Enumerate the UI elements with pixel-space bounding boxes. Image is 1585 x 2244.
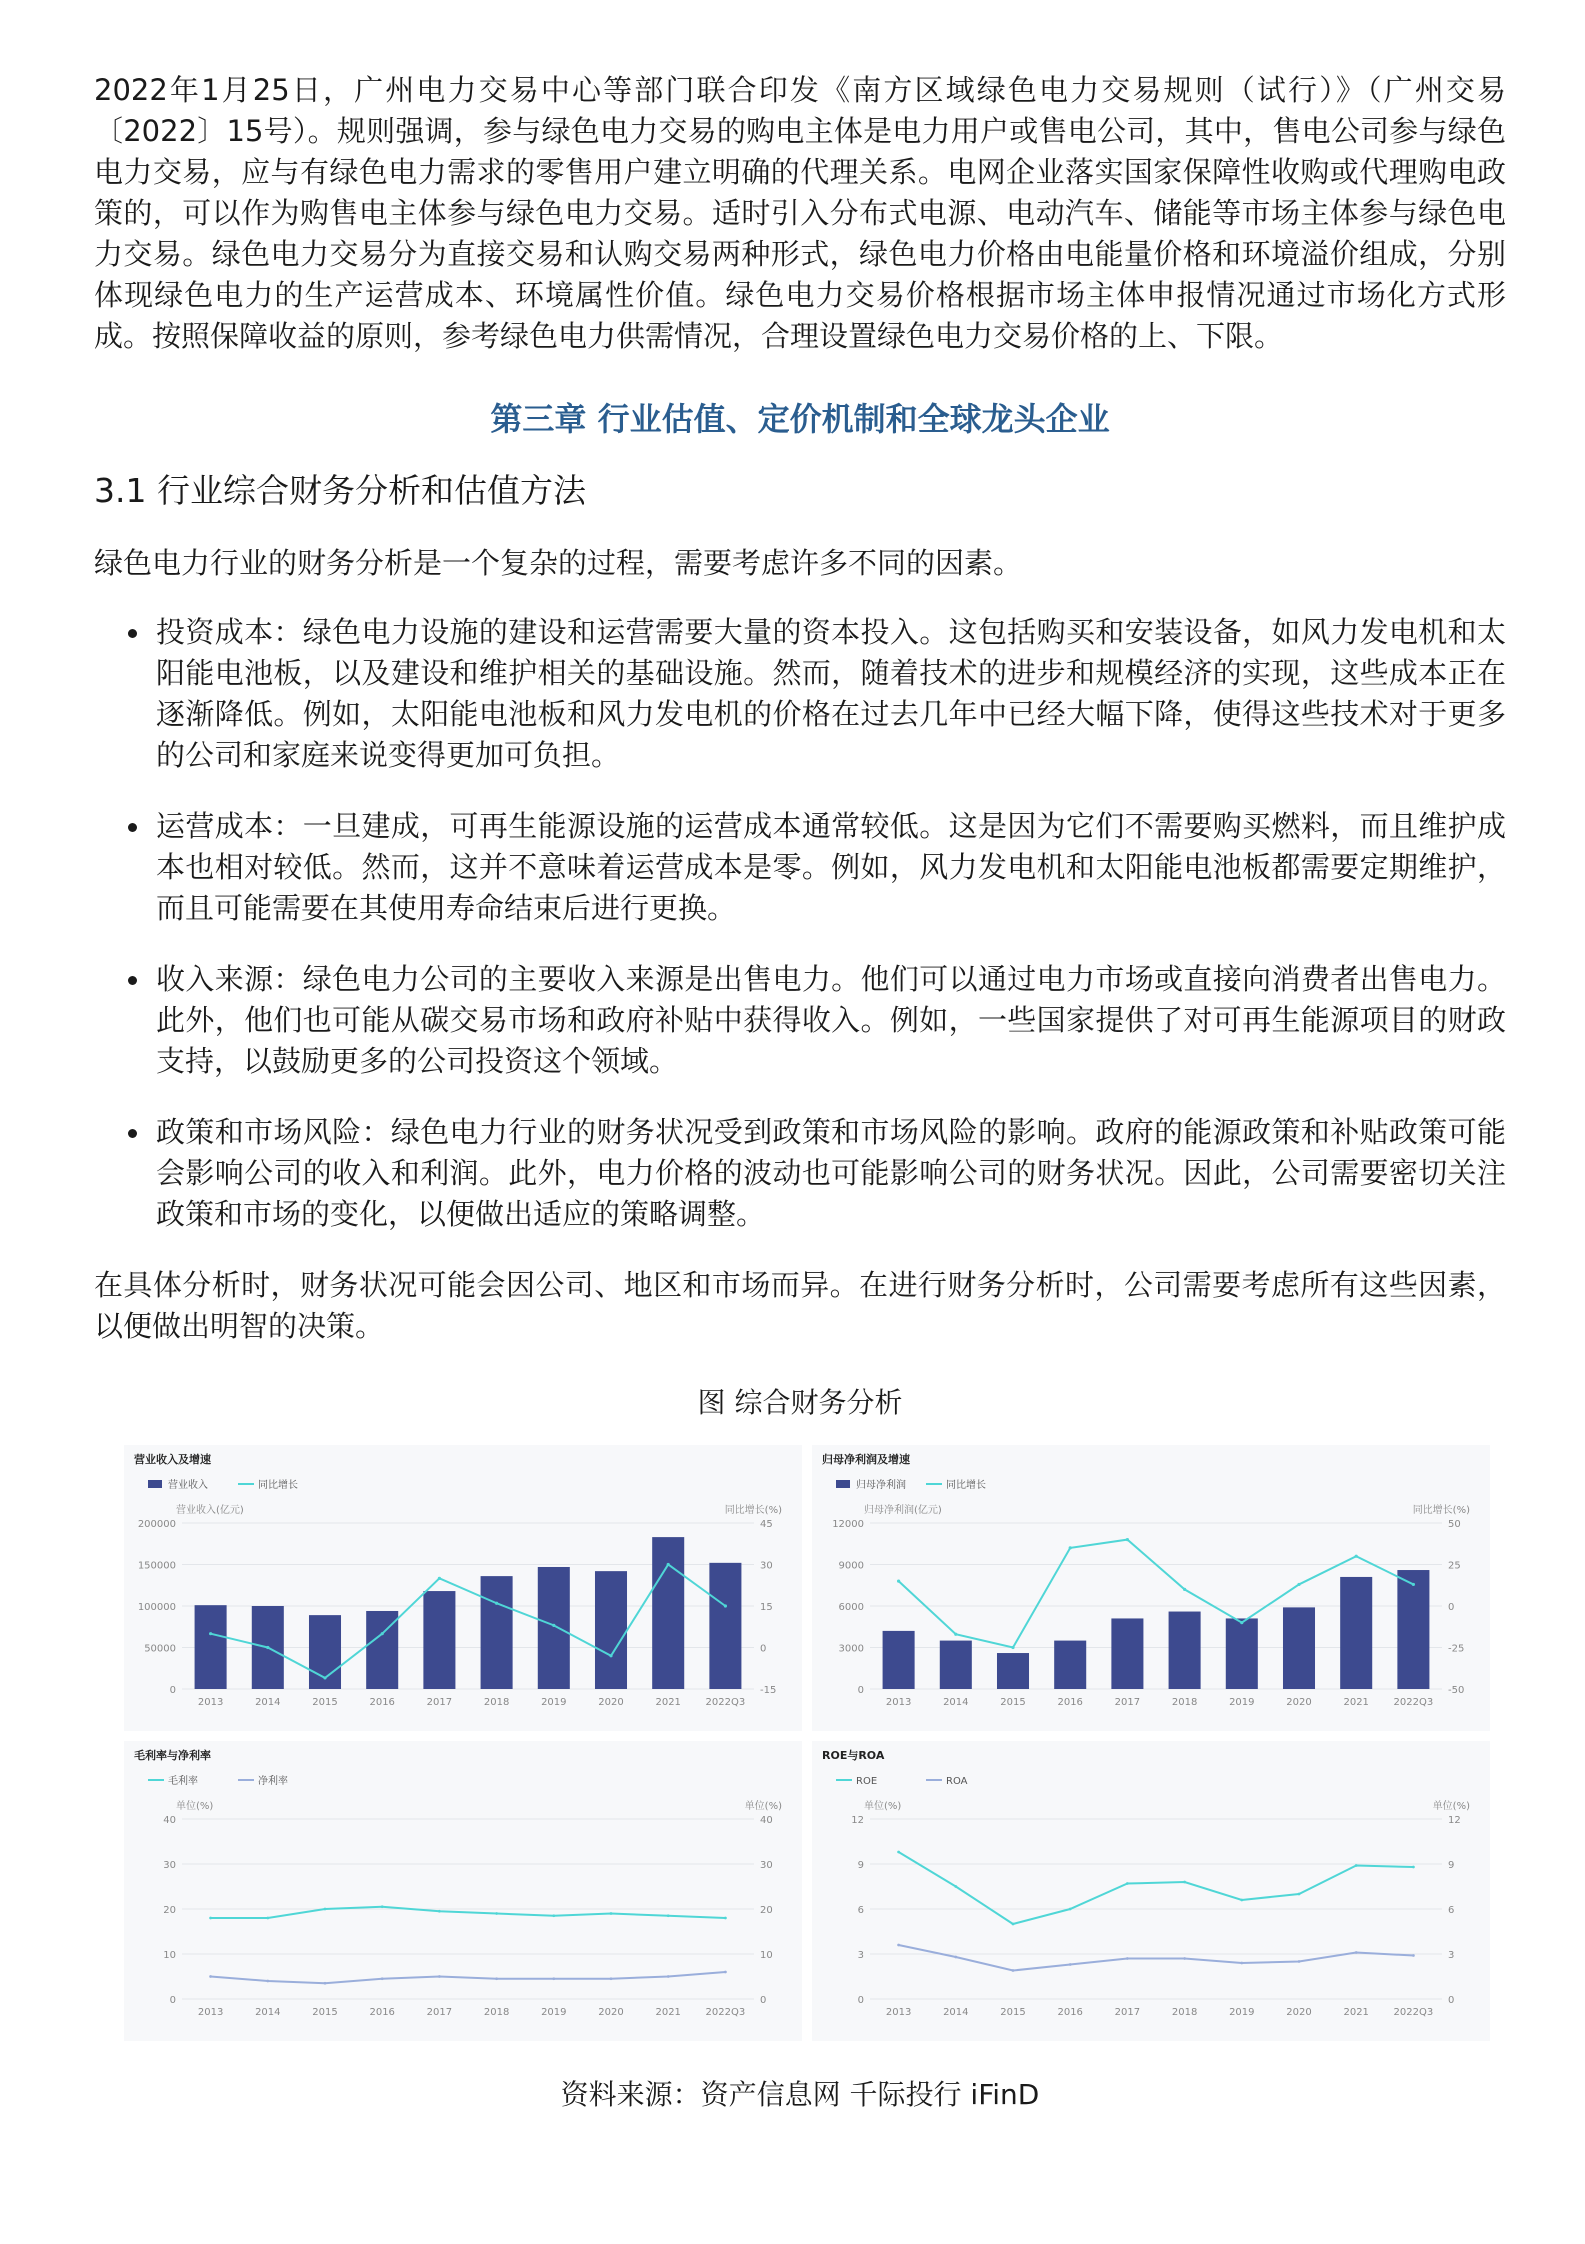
x-tick-label: 2016 (1057, 2007, 1083, 2018)
legend-label: ROA (946, 1776, 968, 1787)
line-point (1012, 1969, 1015, 1972)
bar (1226, 1618, 1258, 1689)
line-point (324, 1908, 327, 1911)
line-point (266, 1980, 269, 1983)
x-tick-label: 2014 (943, 1697, 969, 1708)
right-axis-label: 同比增长(%) (724, 1505, 782, 1516)
x-tick-label: 2021 (655, 1697, 681, 1708)
line-point (381, 1905, 384, 1908)
legend-label: 同比增长 (258, 1480, 298, 1491)
list-item (94, 1112, 1506, 1235)
bar (423, 1591, 455, 1689)
left-axis-label: 单位(%) (864, 1801, 902, 1812)
bar (997, 1653, 1029, 1689)
line-point (1297, 1583, 1300, 1586)
figure-caption: 图 综合财务分析 (697, 1386, 903, 1419)
left-tick-label: 30 (163, 1860, 176, 1871)
line-point (209, 1917, 212, 1920)
right-tick-label: 3 (1448, 1950, 1455, 1961)
line-point (954, 1956, 957, 1959)
x-tick-label: 2015 (312, 1697, 338, 1708)
left-tick-label: 6000 (838, 1602, 864, 1613)
right-tick-label: 12 (1448, 1815, 1461, 1826)
left-tick-label: 100000 (137, 1602, 176, 1613)
x-tick-label: 2013 (197, 1697, 224, 1708)
left-tick-label: 150000 (137, 1560, 176, 1572)
right-tick-label: 50 (1448, 1519, 1461, 1530)
line-point (1412, 1583, 1415, 1586)
left-tick-label: 9 (857, 1860, 864, 1871)
line-point (324, 1982, 327, 1985)
line-point (381, 1632, 384, 1635)
x-tick-label: 2013 (885, 1697, 912, 1708)
list-item (94, 959, 1506, 1082)
line-point (495, 1977, 498, 1980)
x-tick-label: 2018 (1171, 2007, 1198, 2018)
list-item-text: 运营成本：一旦建成，可再生能源设施的运营成本通常较低。这是因为它们不需要购买燃料，而且维护成本也相对较低。然而，这并不意味着运营成本是零。例如，风力发电机和太阳能电池板都需要定期维护，而且可能需要在其使用寿命结束后进行更换。 (156, 809, 1506, 925)
line-point (438, 1577, 441, 1580)
x-tick-label: 2020 (598, 2007, 624, 2018)
line-point (954, 1633, 957, 1636)
line-point (495, 1912, 498, 1915)
x-tick-label: 2022Q3 (705, 2007, 746, 2018)
chapter-title: 第三章 行业估值、定价机制和全球龙头企业 (490, 400, 1110, 438)
line-point (381, 1977, 384, 1980)
x-tick-label: 2022Q3 (1393, 1697, 1434, 1708)
x-tick-label: 2016 (369, 1697, 395, 1708)
legend-label: 净利率 (258, 1776, 288, 1787)
chart-background (124, 1741, 802, 2041)
chart-revenue (124, 1445, 802, 1731)
x-tick-label: 2022Q3 (705, 1697, 746, 1708)
x-tick-label: 2015 (1000, 1697, 1026, 1708)
line-point (1412, 1866, 1415, 1869)
chart-margins (124, 1741, 802, 2041)
line-point (552, 1914, 555, 1917)
right-tick-label: 0 (1448, 1602, 1455, 1613)
line-point (609, 1654, 612, 1657)
right-tick-label: 40 (760, 1815, 773, 1826)
left-tick-label: 0 (857, 1685, 864, 1696)
bar (595, 1571, 627, 1689)
x-tick-label: 2021 (655, 2007, 681, 2018)
line-point (1069, 1908, 1072, 1911)
x-tick-label: 2015 (312, 2007, 338, 2018)
right-tick-label: 25 (1448, 1560, 1461, 1572)
right-tick-label: 10 (760, 1950, 773, 1961)
bullet-icon (128, 1129, 137, 1138)
x-tick-label: 2022Q3 (1393, 2007, 1434, 2018)
x-tick-label: 2018 (483, 1697, 510, 1708)
section-title: 3.1 行业综合财务分析和估值方法 (94, 471, 586, 510)
line-point (1183, 1957, 1186, 1960)
line-point (724, 1971, 727, 1974)
legend-label: 归母净利润 (856, 1480, 906, 1491)
line-point (209, 1975, 212, 1978)
bar (883, 1631, 915, 1689)
legend-swatch (836, 1480, 850, 1488)
x-tick-label: 2019 (541, 2007, 567, 2018)
line-point (1240, 1899, 1243, 1902)
bar (1283, 1607, 1315, 1689)
line-point (1183, 1881, 1186, 1884)
right-axis-label: 单位(%) (744, 1801, 782, 1812)
left-tick-label: 3000 (838, 1643, 864, 1655)
x-tick-label: 2018 (483, 2007, 510, 2018)
chart-background (812, 1741, 1490, 2041)
line-point (1355, 1951, 1358, 1954)
right-tick-label: 6 (1448, 1905, 1455, 1916)
line-point (667, 1975, 670, 1978)
x-tick-label: 2015 (1000, 2007, 1026, 2018)
left-tick-label: 9000 (838, 1560, 864, 1572)
bar (481, 1576, 513, 1689)
x-tick-label: 2021 (1343, 1697, 1369, 1708)
line-point (897, 1580, 900, 1583)
x-tick-label: 2018 (1171, 1697, 1198, 1708)
x-tick-label: 2021 (1343, 2007, 1369, 2018)
list-item-text: 政策和市场风险：绿色电力行业的财务状况受到政策和市场风险的影响。政府的能源政策和补贴政策可能会影响公司的收入和利润。此外，电力价格的波动也可能影响公司的财务状况。因此，公司需要密切关注政策和市场的变化，以便做出适应的策略调整。 (156, 1115, 1506, 1231)
line-point (1240, 1962, 1243, 1965)
bullet-icon (128, 629, 137, 638)
line-point (266, 1917, 269, 1920)
x-tick-label: 2020 (1286, 1697, 1312, 1708)
x-tick-label: 2017 (426, 1697, 453, 1708)
bar (709, 1563, 741, 1689)
legend-label: 毛利率 (168, 1776, 198, 1787)
right-tick-label: 20 (760, 1905, 773, 1916)
line-point (667, 1563, 670, 1566)
left-tick-label: 3 (857, 1950, 864, 1961)
line-point (552, 1624, 555, 1627)
list-item-text: 投资成本：绿色电力设施的建设和运营需要大量的资本投入。这包括购买和安装设备，如风力发电机和太阳能电池板，以及建设和维护相关的基础设施。然而，随着技术的进步和规模经济的实现，这些成本正在逐渐降低。例如，太阳能电池板和风力发电机的价格在过去几年中已经大幅下降，使得这些技术对于更多的公司和家庭来说变得更加可负担。 (156, 615, 1506, 772)
right-tick-label: -50 (1448, 1685, 1465, 1696)
bar (1397, 1570, 1429, 1689)
legend-label: ROE (856, 1776, 878, 1787)
line-point (1298, 1960, 1301, 1963)
intro-paragraph: 绿色电力行业的财务分析是一个复杂的过程，需要考虑许多不同的因素。 (94, 546, 1023, 580)
line-point (438, 1975, 441, 1978)
left-tick-label: 20 (163, 1905, 176, 1916)
paragraph-policy: 2022年1月25日，广州电力交易中心等部门联合印发《南方区域绿色电力交易规则（试行）》（广州交易〔2022〕15号）。规则强调，参与绿色电力交易的购电主体是电力用户或售电公司，其中，售电公司参与绿色电力交易，应与有绿色电力需求的零售用户建立明确的代理关系。电网企业落实国家保障性收购或代理购电政策的，可以作为购售电主体参与绿色电力交易。适时引入分布式电源、电动汽车、储能等市场主体参与绿色电力交易。绿色电力交易分为直接交易和认购交易两种形式，绿色电力价格由电能量价格和环境溢价组成，分别体现绿色电力的生产运营成本、环境属性价值。绿色电力交易价格根据市场主体申报情况通过市场化方式形成。按照保障收益的原则，参考绿色电力供需情况，合理设置绿色电力交易价格的上、下限。 (94, 73, 1506, 353)
right-tick-label: 0 (760, 1995, 767, 2006)
bar (195, 1605, 227, 1689)
bar (940, 1641, 972, 1689)
line-point (1069, 1546, 1072, 1549)
bar (1054, 1641, 1086, 1689)
left-tick-label: 200000 (137, 1519, 176, 1530)
financial-figure (124, 1445, 1514, 2041)
left-axis-label: 归母净利润(亿元) (864, 1505, 942, 1516)
line-point (1012, 1923, 1015, 1926)
bar (1111, 1618, 1143, 1689)
list-item (94, 612, 1506, 776)
x-tick-label: 2019 (541, 1697, 567, 1708)
line-point (1298, 1893, 1301, 1896)
chart-title: ROE与ROA (822, 1749, 885, 1762)
line-point (552, 1977, 555, 1980)
bar (1169, 1612, 1201, 1689)
page-content (94, 70, 1506, 2115)
right-axis-label: 同比增长(%) (1412, 1505, 1470, 1516)
line-point (724, 1917, 727, 1920)
line-point (1412, 1954, 1415, 1957)
legend-swatch (148, 1480, 162, 1488)
line-point (724, 1604, 727, 1607)
source-note: 资料来源：资产信息网 千际投行 iFinD (560, 2078, 1040, 2111)
list-item (94, 806, 1506, 929)
bullet-icon (128, 823, 137, 832)
legend-label: 营业收入 (168, 1480, 208, 1491)
line-point (209, 1632, 212, 1635)
right-axis-label: 单位(%) (1432, 1801, 1470, 1812)
left-tick-label: 40 (163, 1815, 176, 1826)
list-item-text: 收入来源：绿色电力公司的主要收入来源是出售电力。他们可以通过电力市场或直接向消费者出售电力。此外，他们也可能从碳交易市场和政府补贴中获得收入。例如，一些国家提供了对可再生能源项目的财政支持，以鼓励更多的公司投资这个领域。 (156, 962, 1506, 1078)
left-tick-label: 10 (163, 1950, 176, 1961)
line-point (323, 1676, 326, 1679)
closing-paragraph: 在具体分析时，财务状况可能会因公司、地区和市场而异。在进行财务分析时，公司需要考虑所有这些因素，以便做出明智的决策。 (94, 1268, 1506, 1343)
left-tick-label: 50000 (144, 1643, 176, 1655)
left-tick-label: 0 (857, 1995, 864, 2006)
chart-roe-roa (812, 1741, 1490, 2041)
line-point (610, 1977, 613, 1980)
x-tick-label: 2013 (197, 2007, 224, 2018)
chart-net-profit (812, 1445, 1490, 1731)
right-tick-label: 45 (760, 1519, 773, 1530)
line-point (1126, 1882, 1129, 1885)
x-tick-label: 2019 (1229, 1697, 1255, 1708)
right-tick-label: 30 (760, 1860, 773, 1871)
legend-label: 同比增长 (946, 1480, 986, 1491)
x-tick-label: 2020 (598, 1697, 624, 1708)
left-tick-label: 0 (169, 1685, 176, 1696)
bar (652, 1537, 684, 1689)
left-axis-label: 营业收入(亿元) (176, 1505, 244, 1516)
line-point (1126, 1538, 1129, 1541)
chart-title: 营业收入及增速 (134, 1453, 211, 1466)
left-tick-label: 12 (851, 1815, 864, 1826)
line-point (610, 1912, 613, 1915)
right-tick-label: 0 (760, 1643, 767, 1655)
x-tick-label: 2016 (369, 2007, 395, 2018)
x-tick-label: 2017 (1114, 1697, 1141, 1708)
left-axis-label: 单位(%) (176, 1801, 214, 1812)
left-tick-label: 12000 (832, 1519, 864, 1530)
right-tick-label: 15 (760, 1602, 773, 1613)
line-point (1183, 1588, 1186, 1591)
factor-list (94, 612, 1506, 1235)
line-point (1011, 1646, 1014, 1649)
x-tick-label: 2017 (1114, 2007, 1141, 2018)
bar (538, 1567, 570, 1689)
left-tick-label: 0 (169, 1995, 176, 2006)
right-tick-label: -25 (1448, 1643, 1465, 1655)
bullet-icon (128, 976, 137, 985)
line-point (1240, 1621, 1243, 1624)
right-tick-label: 0 (1448, 1995, 1455, 2006)
line-point (1355, 1864, 1358, 1867)
right-tick-label: -15 (760, 1685, 777, 1696)
line-point (266, 1646, 269, 1649)
x-tick-label: 2017 (426, 2007, 453, 2018)
line-point (495, 1602, 498, 1605)
right-tick-label: 30 (760, 1560, 773, 1572)
x-tick-label: 2014 (255, 2007, 281, 2018)
line-point (1126, 1957, 1129, 1960)
x-tick-label: 2019 (1229, 2007, 1255, 2018)
chart-title: 毛利率与净利率 (134, 1749, 211, 1762)
x-tick-label: 2020 (1286, 2007, 1312, 2018)
line-point (897, 1851, 900, 1854)
line-point (1355, 1555, 1358, 1558)
line-point (954, 1885, 957, 1888)
x-tick-label: 2013 (885, 2007, 912, 2018)
chart-title: 归母净利润及增速 (822, 1453, 910, 1466)
x-tick-label: 2014 (943, 2007, 969, 2018)
right-tick-label: 9 (1448, 1860, 1455, 1871)
line-point (667, 1914, 670, 1917)
bar (1340, 1577, 1372, 1689)
line-point (438, 1910, 441, 1913)
line-point (1069, 1963, 1072, 1966)
x-tick-label: 2016 (1057, 1697, 1083, 1708)
x-tick-label: 2014 (255, 1697, 281, 1708)
line-point (897, 1944, 900, 1947)
left-tick-label: 6 (857, 1905, 864, 1916)
